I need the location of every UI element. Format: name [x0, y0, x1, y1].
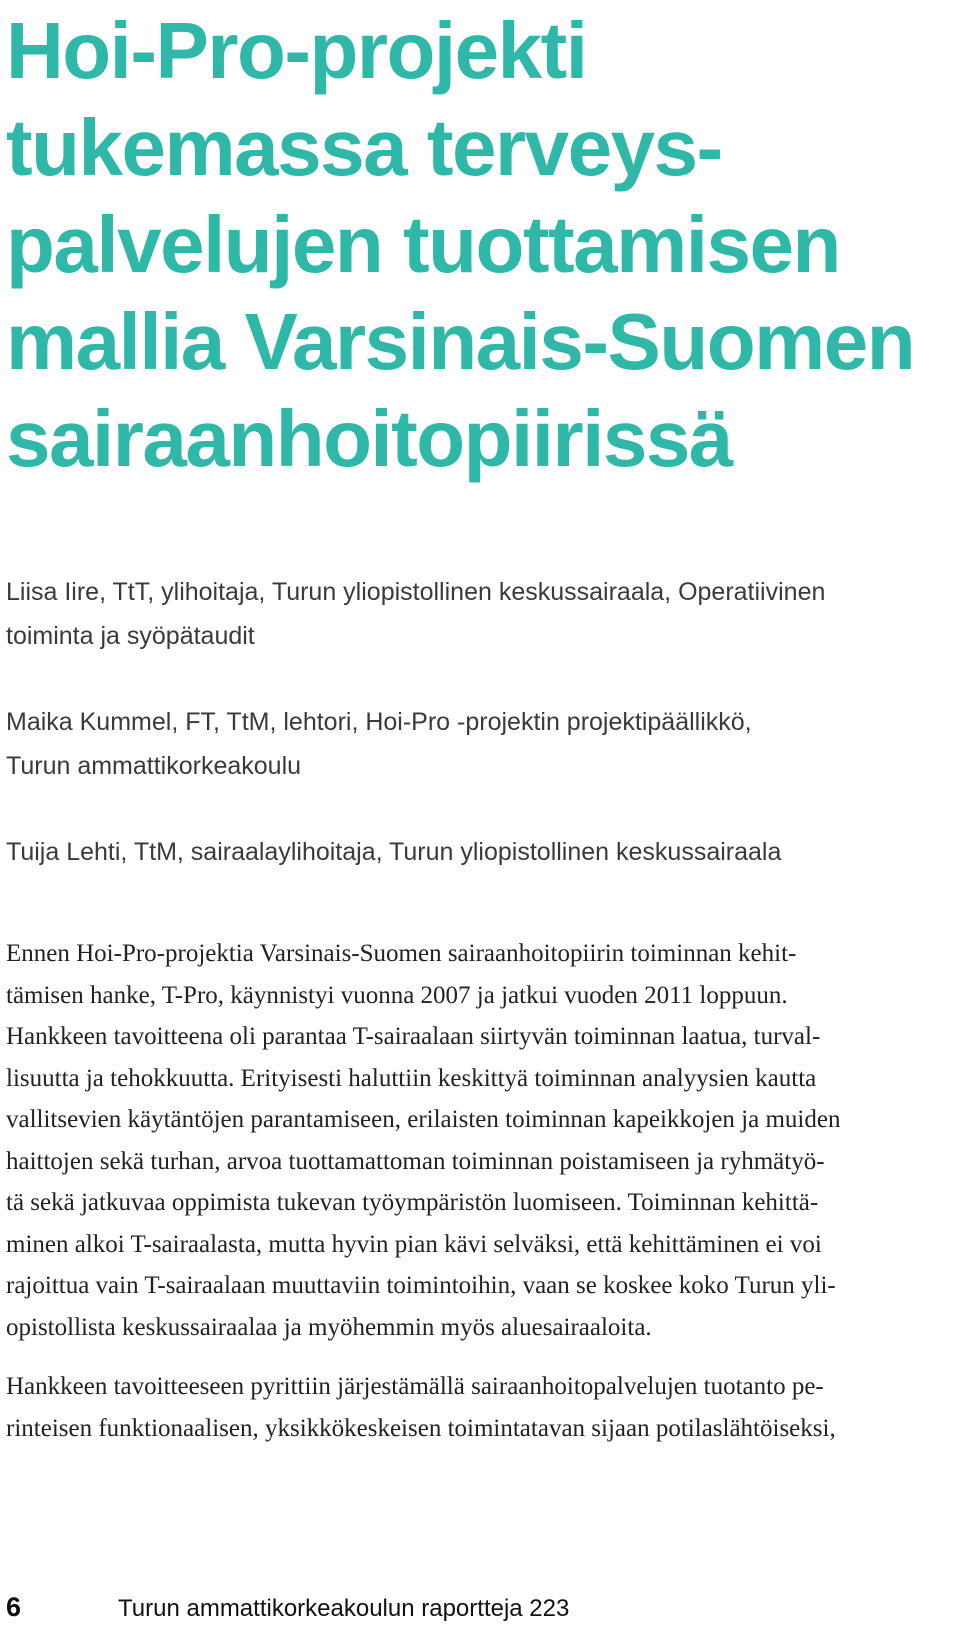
series-title: Turun ammattikorkeakoulun raportteja 223: [118, 1595, 570, 1622]
paragraph-line: opistollista keskussairaalaa ja myöhemmin myös aluesairaaloita.: [6, 1313, 652, 1341]
paragraph-line: minen alkoi T-sairaalasta, mutta hyvin pian kävi selväksi, että kehittäminen ei voi: [6, 1230, 822, 1258]
paragraph-line: Hankkeen tavoitteena oli parantaa T-sairaalaan siirtyvän toiminnan laatua, turval-: [6, 1023, 821, 1050]
author-iire: [6, 570, 951, 658]
paragraph-line: haittojen sekä turhan, arvoa tuottamattoman toiminnan poistamiseen ja ryhmätyö-: [6, 1147, 825, 1175]
paragraph-line: tä sekä jatkuvaa oppimista tukevan työympäristön luomiseen. Toiminnan kehittä-: [6, 1189, 819, 1216]
paragraph-line: tämisen hanke, T-Pro, käynnistyi vuonna 2007 ja jatkui vuoden 2011 loppuun.: [6, 981, 788, 1009]
author-line: Liisa Iire, TtT, ylihoitaja, Turun yliopistollinen keskussairaala, Operatiivinen: [6, 578, 826, 606]
author-line: Turun ammattikorkeakoulu: [6, 752, 302, 780]
page-number: 6: [6, 1592, 22, 1622]
title-line: sairaanhoitopiirissä: [6, 394, 732, 483]
body-paragraph-2: [6, 1366, 956, 1449]
paragraph-line: vallitsevien käytäntöjen parantamiseen, erilaisten toiminnan kapeikkojen ja muiden: [6, 1106, 841, 1133]
title-line: palvelujen tuottamisen: [6, 200, 840, 289]
paragraph-line: rinteisen funktionaalisen, yksikkökeskeisen toimintatavan sijaan potilaslähtöiseksi,: [6, 1414, 836, 1442]
author-line: Maika Kummel, FT, TtM, lehtori, Hoi-Pro -projektin projektipäällikkö,: [6, 708, 752, 736]
title-line: tukemassa terveys-: [6, 103, 722, 192]
page-footer: [6, 1592, 569, 1623]
paragraph-line: Hankkeen tavoitteeseen pyrittiin järjestämällä sairaanhoitopalvelujen tuotanto pe-: [6, 1373, 824, 1400]
author-lehti: [6, 830, 951, 874]
paragraph-line: Ennen Hoi-Pro-projektia Varsinais-Suomen sairaanhoitopiirin toiminnan kehit-: [6, 940, 797, 967]
title-line: Hoi-Pro-projekti: [6, 6, 587, 95]
author-line: Tuija Lehti, TtM, sairaalaylihoitaja, Turun yliopistollinen keskussairaala: [6, 838, 782, 866]
article-title: [6, 2, 946, 487]
author-kummel: [6, 700, 951, 788]
title-line: mallia Varsinais-Suomen: [6, 297, 915, 386]
author-line: toiminta ja syöpätaudit: [6, 622, 255, 650]
paragraph-line: rajoittua vain T-sairaalaan muuttaviin toimintoihin, vaan se koskee koko Turun yli-: [6, 1272, 836, 1299]
body-paragraph-1: [6, 933, 956, 1348]
paragraph-line: lisuutta ja tehokkuutta. Erityisesti haluttiin keskittyä toiminnan analyysien kautta: [6, 1064, 817, 1092]
